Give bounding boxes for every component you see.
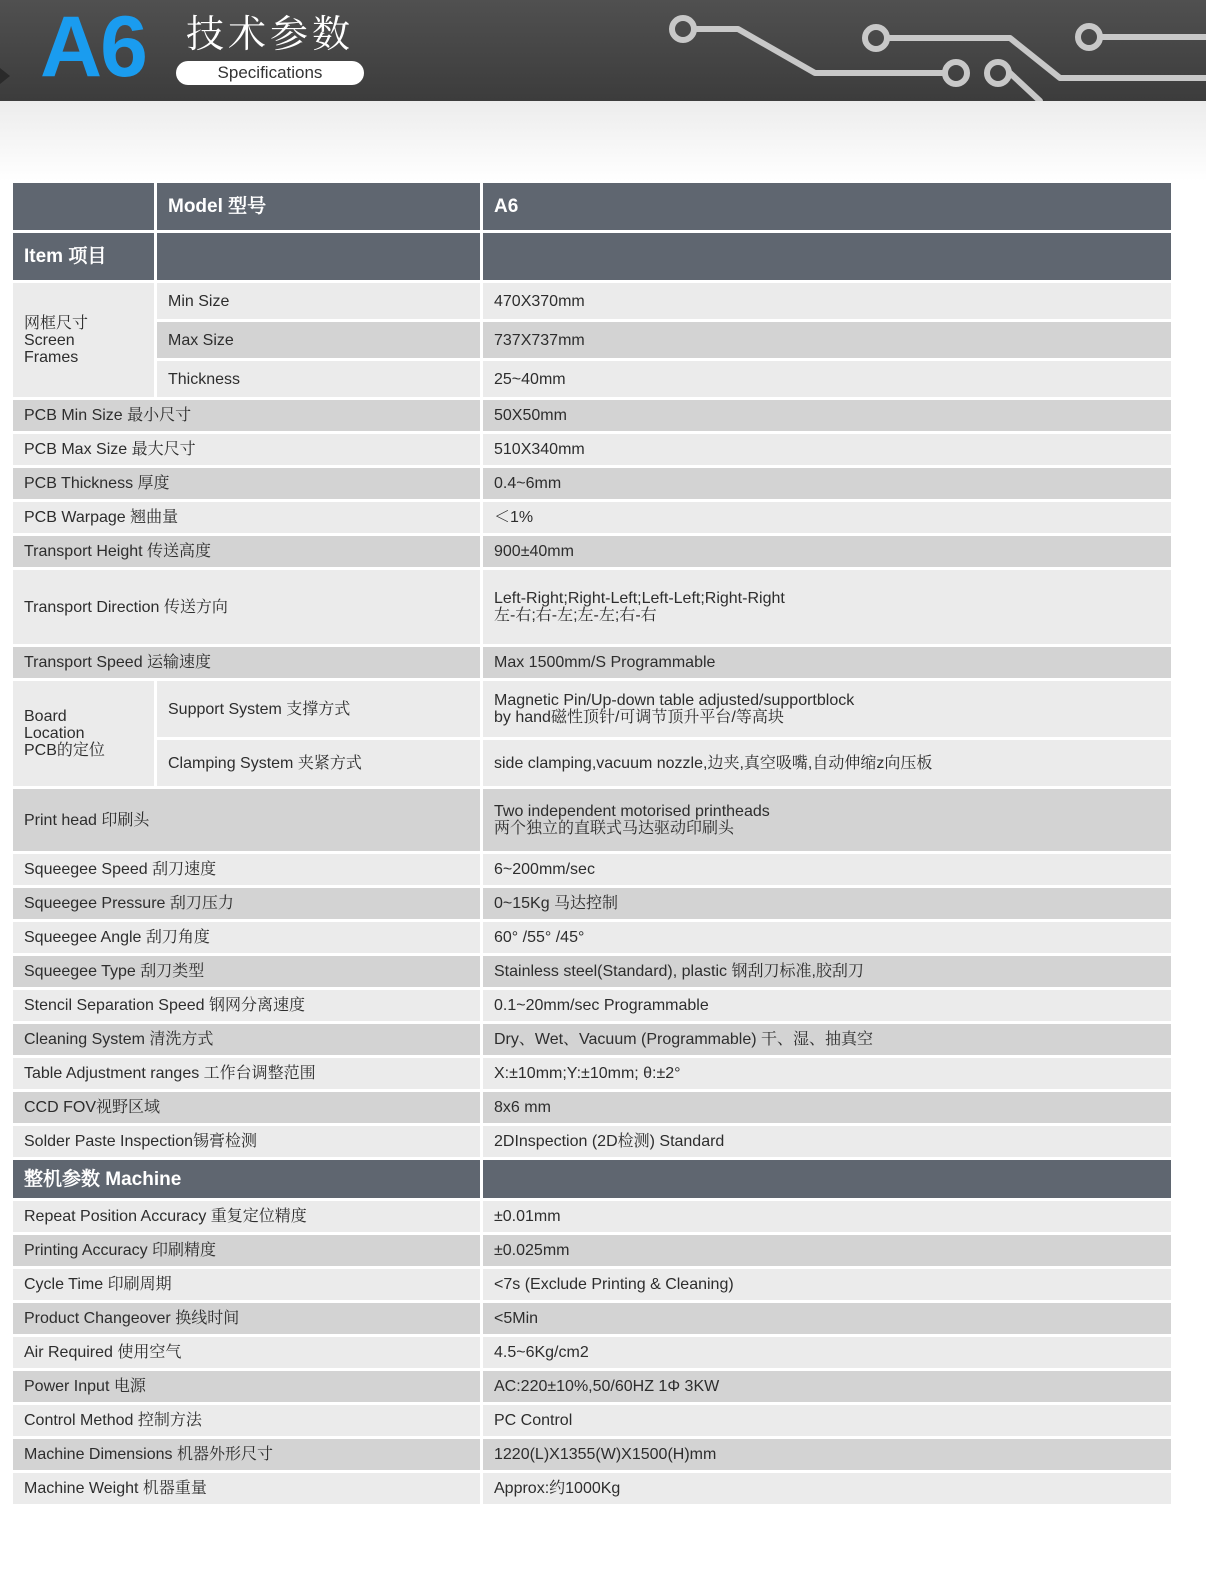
row-value: 0~15Kg 马达控制: [483, 888, 1171, 919]
row-label: Repeat Position Accuracy 重复定位精度: [13, 1201, 483, 1232]
table-row: [13, 536, 1171, 567]
row-value: Magnetic Pin/Up-down table adjusted/supportblock by hand磁性顶针/可调节顶升平台/等高块: [483, 681, 1171, 737]
table-row: [13, 854, 1171, 885]
row-label: Transport Speed 运输速度: [13, 647, 483, 678]
row-value: Left-Right;Right-Left;Left-Left;Right-Right 左-右;右-左;左-左;右-右: [483, 570, 1171, 644]
background-fade: [0, 101, 1206, 181]
table-row: [13, 681, 1171, 737]
table-header-row: [13, 183, 1171, 230]
row-label: CCD FOV视野区域: [13, 1092, 483, 1123]
table-row: [13, 1337, 1171, 1368]
table-row: [13, 434, 1171, 465]
row-label: PCB Min Size 最小尺寸: [13, 400, 483, 431]
row-value: Max 1500mm/S Programmable: [483, 647, 1171, 678]
table-row: [13, 1201, 1171, 1232]
model-label: Model 型号: [157, 183, 483, 230]
row-value: PC Control: [483, 1405, 1171, 1436]
row-value: 6~200mm/sec: [483, 854, 1171, 885]
spec-table: [13, 180, 1171, 1507]
machine-section-blank: [483, 1160, 1171, 1198]
table-row: [13, 570, 1171, 644]
board-location-group: Board Location PCB的定位: [13, 681, 157, 786]
row-value: 50X50mm: [483, 400, 1171, 431]
row-label: Print head 印刷头: [13, 789, 483, 851]
row-value: Approx:约1000Kg: [483, 1473, 1171, 1504]
table-row: [13, 1473, 1171, 1504]
table-row: [13, 400, 1171, 431]
table-row: [13, 956, 1171, 987]
row-label: Thickness: [157, 361, 483, 397]
table-row: [13, 1269, 1171, 1300]
row-label: Squeegee Angle 刮刀角度: [13, 922, 483, 953]
row-label: Power Input 电源: [13, 1371, 483, 1402]
row-value: 25~40mm: [483, 361, 1171, 397]
row-value: Dry、Wet、Vacuum (Programmable) 干、湿、抽真空: [483, 1024, 1171, 1055]
row-label: Squeegee Speed 刮刀速度: [13, 854, 483, 885]
table-row: [13, 1439, 1171, 1470]
table-row: [13, 1371, 1171, 1402]
table-row: [13, 1126, 1171, 1157]
row-value: AC:220±10%,50/60HZ 1Φ 3KW: [483, 1371, 1171, 1402]
table-row: [13, 740, 1171, 786]
row-label: Support System 支撑方式: [157, 681, 483, 737]
table-row: [13, 468, 1171, 499]
table-row: [13, 888, 1171, 919]
row-label: Min Size: [157, 283, 483, 319]
row-value: 0.4~6mm: [483, 468, 1171, 499]
title-cn: 技术参数: [186, 12, 355, 56]
table-row: [13, 990, 1171, 1021]
row-label: PCB Max Size 最大尺寸: [13, 434, 483, 465]
row-label: Air Required 使用空气: [13, 1337, 483, 1368]
table-row: [13, 502, 1171, 533]
row-value: 510X340mm: [483, 434, 1171, 465]
table-row: [13, 361, 1171, 397]
row-label: Product Changeover 换线时间: [13, 1303, 483, 1334]
row-label: Clamping System 夹紧方式: [157, 740, 483, 786]
table-row: [13, 922, 1171, 953]
row-label: Cycle Time 印刷周期: [13, 1269, 483, 1300]
screen-frames-group: 网框尺寸 Screen Frames: [13, 283, 157, 397]
row-label: Max Size: [157, 322, 483, 358]
row-value: X:±10mm;Y:±10mm; θ:±2°: [483, 1058, 1171, 1089]
row-label: Stencil Separation Speed 钢网分离速度: [13, 990, 483, 1021]
row-label: Transport Height 传送高度: [13, 536, 483, 567]
table-row: [13, 1092, 1171, 1123]
row-label: Squeegee Pressure 刮刀压力: [13, 888, 483, 919]
table-row: [13, 1405, 1171, 1436]
row-label: Table Adjustment ranges 工作台调整范围: [13, 1058, 483, 1089]
row-value: 1220(L)X1355(W)X1500(H)mm: [483, 1439, 1171, 1470]
row-label: Solder Paste Inspection锡膏检测: [13, 1126, 483, 1157]
model-title: A6: [40, 0, 146, 95]
row-value: ±0.025mm: [483, 1235, 1171, 1266]
item-blank-1: [157, 233, 483, 280]
header-blank: [13, 183, 157, 230]
circuit-decoration: [0, 0, 1206, 101]
row-label: Printing Accuracy 印刷精度: [13, 1235, 483, 1266]
row-value: 0.1~20mm/sec Programmable: [483, 990, 1171, 1021]
row-value: 8x6 mm: [483, 1092, 1171, 1123]
row-label: PCB Thickness 厚度: [13, 468, 483, 499]
item-blank-2: [483, 233, 1171, 280]
row-value: 737X737mm: [483, 322, 1171, 358]
row-label: Machine Dimensions 机器外形尺寸: [13, 1439, 483, 1470]
table-row: [13, 1024, 1171, 1055]
row-value: Two independent motorised printheads 两个独立的直联式马达驱动印刷头: [483, 789, 1171, 851]
table-row: [13, 1303, 1171, 1334]
table-row: [13, 322, 1171, 358]
row-value: 470X370mm: [483, 283, 1171, 319]
row-label: Control Method 控制方法: [13, 1405, 483, 1436]
row-value: side clamping,vacuum nozzle,边夹,真空吸嘴,自动伸缩z向压板: [483, 740, 1171, 786]
row-label: Cleaning System 清洗方式: [13, 1024, 483, 1055]
row-label: Machine Weight 机器重量: [13, 1473, 483, 1504]
row-value: 4.5~6Kg/cm2: [483, 1337, 1171, 1368]
row-label: Squeegee Type 刮刀类型: [13, 956, 483, 987]
table-row: [13, 1235, 1171, 1266]
machine-section-row: [13, 1160, 1171, 1198]
header-banner: [0, 0, 1206, 101]
row-value: Stainless steel(Standard), plastic 钢刮刀标准,胶刮刀: [483, 956, 1171, 987]
item-header-row: [13, 233, 1171, 280]
table-row: [13, 789, 1171, 851]
table-row: [13, 647, 1171, 678]
row-value: 2DInspection (2D检测) Standard: [483, 1126, 1171, 1157]
table-row: [13, 1058, 1171, 1089]
model-value: A6: [483, 183, 1171, 230]
machine-section-label: 整机参数 Machine: [13, 1160, 483, 1198]
row-value: <7s (Exclude Printing & Cleaning): [483, 1269, 1171, 1300]
row-label: Transport Direction 传送方向: [13, 570, 483, 644]
row-value: <5Min: [483, 1303, 1171, 1334]
subtitle-pill: Specifications: [176, 61, 364, 85]
row-value: 900±40mm: [483, 536, 1171, 567]
row-value: 60° /55° /45°: [483, 922, 1171, 953]
row-value: ＜1%: [483, 502, 1171, 533]
item-label: Item 项目: [13, 233, 157, 280]
row-label: PCB Warpage 翘曲量: [13, 502, 483, 533]
row-value: ±0.01mm: [483, 1201, 1171, 1232]
table-row: [13, 283, 1171, 319]
